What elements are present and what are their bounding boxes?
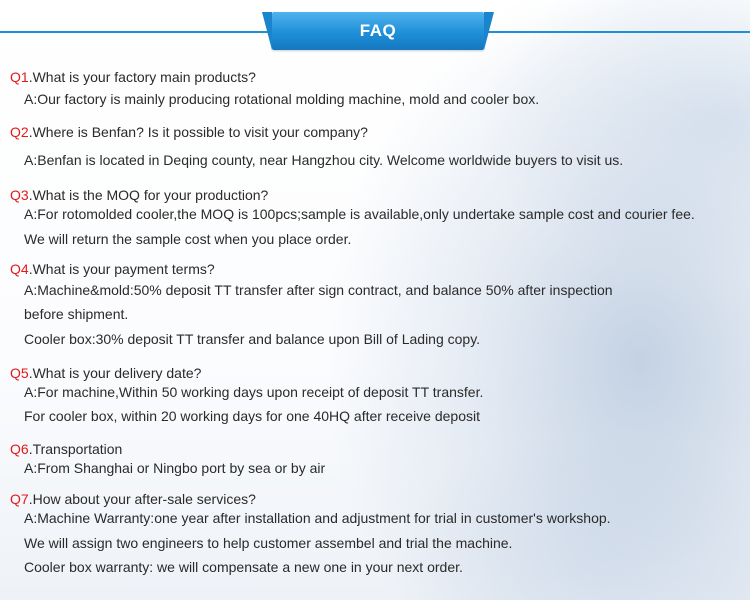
- faq-answer-7-line-1: A:Machine Warranty:one year after installation and adjustment for trial in customer's workshop.: [24, 510, 611, 526]
- question-number: Q7: [10, 491, 29, 507]
- faq-banner: [272, 12, 484, 50]
- faq-answer-4-line-2: before shipment.: [24, 306, 129, 322]
- faq-title: FAQ: [359, 21, 397, 40]
- question-text: .What is your payment terms?: [28, 261, 215, 277]
- question-number: Q4: [10, 261, 29, 277]
- question-number: Q6: [10, 441, 29, 457]
- question-number: Q1: [10, 69, 29, 85]
- faq-answer-5-line-2: For cooler box, within 20 working days for one 40HQ after receive deposit: [24, 408, 481, 424]
- question-text: .What is the MOQ for your production?: [28, 187, 269, 203]
- faq-question-4: [10, 261, 215, 277]
- faq-question-5: [10, 365, 201, 381]
- question-text: .What is your delivery date?: [28, 365, 202, 381]
- faq-answer-6-line-1: A:From Shanghai or Ningbo port by sea or by air: [24, 460, 326, 476]
- question-text: .How about your after-sale services?: [28, 491, 256, 507]
- faq-question-1: [10, 69, 256, 85]
- faq-question-7: [10, 491, 256, 507]
- faq-answer-1-line-1: A:Our factory is mainly producing rotational molding machine, mold and cooler box.: [24, 91, 540, 107]
- faq-answer-3-line-1: A:For rotomolded cooler,the MOQ is 100pcs;sample is available,only undertake sample cost and courier fee.: [24, 206, 695, 222]
- faq-answer-4-line-3: Cooler box:30% deposit TT transfer and balance upon Bill of Lading copy.: [24, 331, 481, 347]
- faq-question-6: [10, 441, 122, 457]
- faq-answer-3-line-2: We will return the sample cost when you place order.: [24, 231, 352, 247]
- faq-question-2: [10, 124, 368, 140]
- faq-question-3: [10, 187, 268, 203]
- question-number: Q3: [10, 187, 29, 203]
- faq-answer-5-line-1: A:For machine,Within 50 working days upon receipt of deposit TT transfer.: [24, 384, 484, 400]
- question-text: .Transportation: [28, 441, 123, 457]
- question-text: .What is your factory main products?: [28, 69, 256, 85]
- faq-answer-2-line-1: A:Benfan is located in Deqing county, near Hangzhou city. Welcome worldwide buyers to visit us.: [24, 152, 624, 168]
- question-number: Q2: [10, 124, 29, 140]
- faq-answer-7-line-2: We will assign two engineers to help customer assembel and trial the machine.: [24, 535, 513, 551]
- question-text: .Where is Benfan? Is it possible to visit your company?: [28, 124, 368, 140]
- question-number: Q5: [10, 365, 29, 381]
- faq-answer-7-line-3: Cooler box warranty: we will compensate a new one in your next order.: [24, 559, 463, 575]
- faq-answer-4-line-1: A:Machine&mold:50% deposit TT transfer after sign contract, and balance 50% after inspection: [24, 282, 613, 298]
